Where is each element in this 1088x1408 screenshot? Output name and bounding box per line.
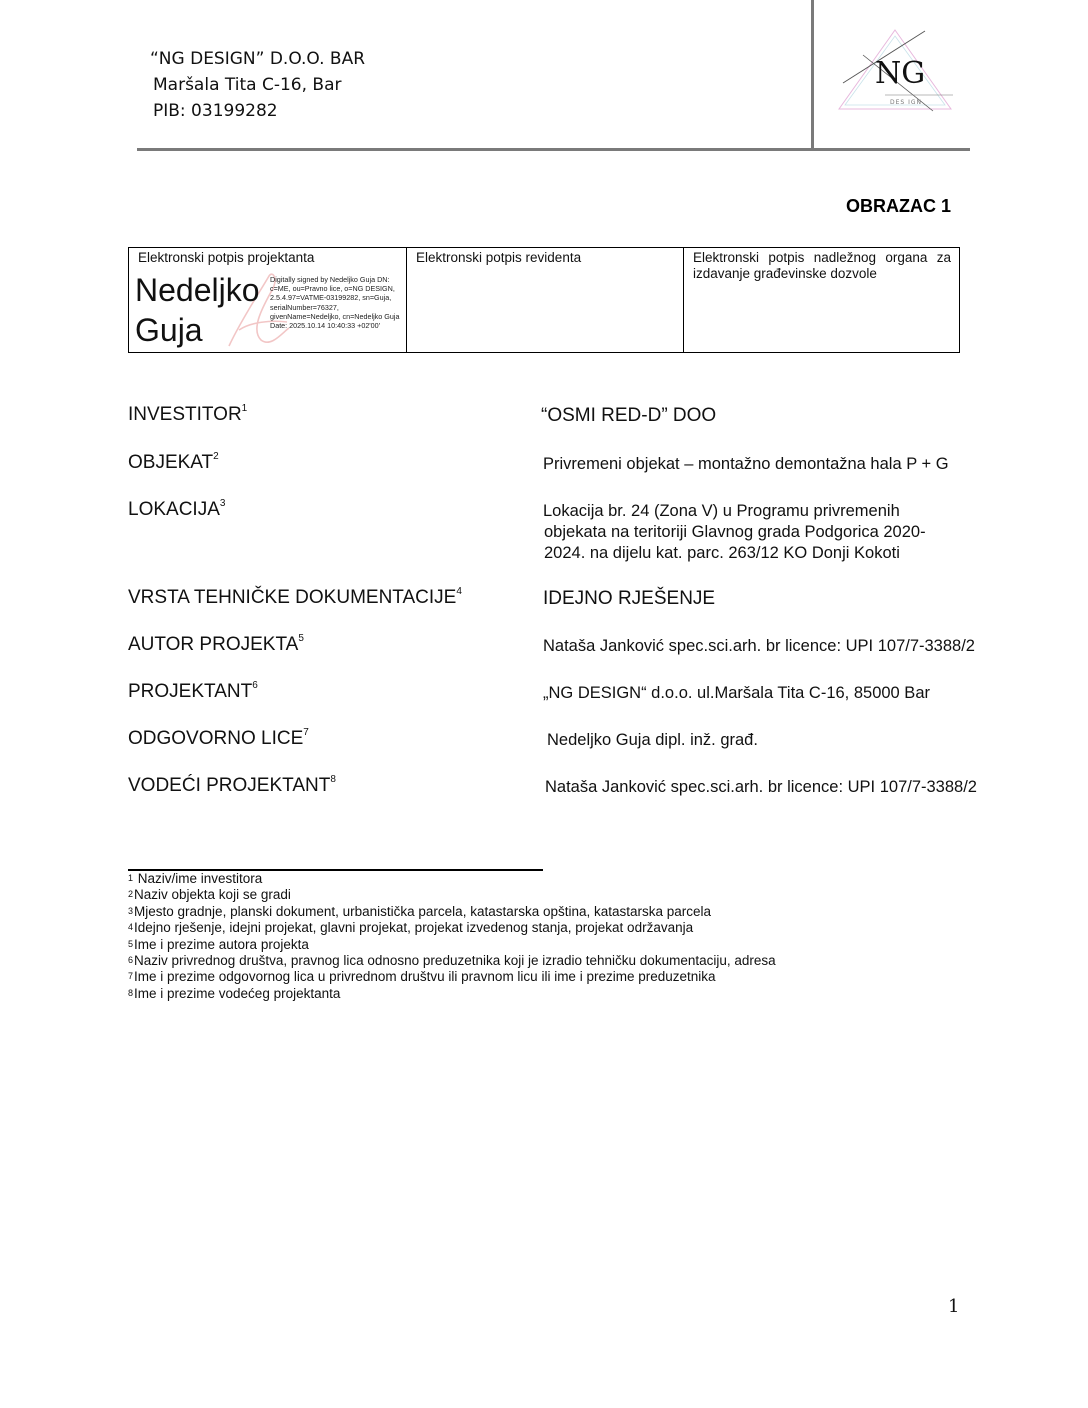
page-number: 1 <box>948 1296 960 1317</box>
footnote: $^7$Ime i prezime odgovornog lica u privrednom društvu ili pravnom licu ili ime i prezime preduzetnika <box>128 969 716 985</box>
designer-value: „NG DESIGN“ d.o.o. ul.Maršala Tita C-16, 85000 Bar <box>543 684 930 702</box>
signature-details: Digitally signed by Nedeljko Guja DN: c=ME, ou=Pravno lice, o=NG DESIGN, 2.5.4.97=VATME-03199282, sn=Guja, serialNumber=76327, givenName=Nedeljko, cn=Nedeljko Guja Date: 2025.10.14 10:40:33 +02'00' <box>270 275 400 331</box>
reviewer-signature-cell <box>406 248 683 352</box>
company-pib: PIB: 03199282 <box>153 101 278 121</box>
company-address: Maršala Tita C-16, Bar <box>153 75 342 95</box>
company-logo <box>835 25 955 113</box>
location-value-line: objekata na teritoriji Glavnog grada Podgorica 2020- <box>544 523 926 541</box>
location-value <box>543 501 926 564</box>
object-value: Privremeni objekat – montažno demontažna hala P + G <box>543 455 949 473</box>
designer-signature-cell <box>129 248 406 352</box>
designer-label: PROJEKTANT$^6$ <box>128 680 258 702</box>
header-horizontal-divider <box>137 148 970 151</box>
footnote: $^5$Ime i prezime autora projekta <box>128 936 309 952</box>
logo-initials: NG <box>875 56 926 91</box>
signature-table <box>128 247 960 353</box>
footnotes <box>128 871 776 1002</box>
responsible-person-label: ODGOVORNO LICE$^7$ <box>128 727 309 749</box>
signer-last-name: Guja <box>135 312 203 348</box>
investor-label: INVESTITOR$^1$ <box>128 403 248 425</box>
location-value-line: 2024. na dijelu kat. parc. 263/12 KO Donji Kokoti <box>544 544 900 562</box>
signer-name <box>135 270 260 350</box>
investor-value: “OSMI RED-D” DOO <box>541 405 717 426</box>
doc-type-value: IDEJNO RJEŠENJE <box>543 588 716 609</box>
footnote: $^8$Ime i prezime vodećeg projektanta <box>128 985 341 1001</box>
footnote: $^3$Mjesto gradnje, planski dokument, urbanistička parcela, katastarska opština, katastarska parcela <box>128 903 712 919</box>
logo-subtext: DES IGN <box>890 99 923 106</box>
company-block <box>150 46 365 124</box>
footnote: $^4$Idejno rješenje, idejni projekat, glavni projekat, projekat izvedenog stanja, projekat održavanja <box>128 920 694 936</box>
designer-signature-label: Elektronski potpis projektanta <box>138 250 315 265</box>
responsible-person-value: Nedeljko Guja dipl. inž. građ. <box>547 731 758 749</box>
location-value-line: Lokacija br. 24 (Zona V) u Programu privremenih <box>543 502 900 520</box>
company-name: “NG DESIGN” D.O.O. BAR <box>150 49 366 69</box>
author-value: Nataša Janković spec.sci.arh. br licence: UPI 107/7-3388/2 <box>543 637 975 655</box>
author-label: AUTOR PROJEKTA$^5$ <box>128 633 304 655</box>
footnote: $^2$Naziv objekta koji se gradi <box>128 887 291 903</box>
footnote: $^1$ Naziv/ime investitora <box>128 871 263 886</box>
signer-first-name: Nedeljko <box>135 272 260 308</box>
reviewer-signature-label: Elektronski potpis revidenta <box>416 250 582 265</box>
authority-signature-cell <box>683 248 959 352</box>
authority-signature-label: Elektronski potpis nadležnog organa za izdavanje građevinske dozvole <box>693 250 951 281</box>
object-label: OBJEKAT$^2$ <box>128 451 219 473</box>
header-vertical-divider <box>811 0 814 151</box>
lead-designer-value: Nataša Janković spec.sci.arh. br licence: UPI 107/7-3388/2 <box>545 778 977 796</box>
location-label: LOKACIJA$^3$ <box>128 498 226 520</box>
doc-type-label: VRSTA TEHNIČKE DOKUMENTACIJE$^4$ <box>128 586 462 608</box>
form-title: OBRAZAC 1 <box>846 196 952 216</box>
footnote: $^6$Naziv privrednog društva, pravnog lica odnosno preduzetnika koji je izradio tehničku dokumentaciju, adresa <box>128 953 776 969</box>
lead-designer-label: VODEĆI PROJEKTANT$^8$ <box>128 774 336 796</box>
